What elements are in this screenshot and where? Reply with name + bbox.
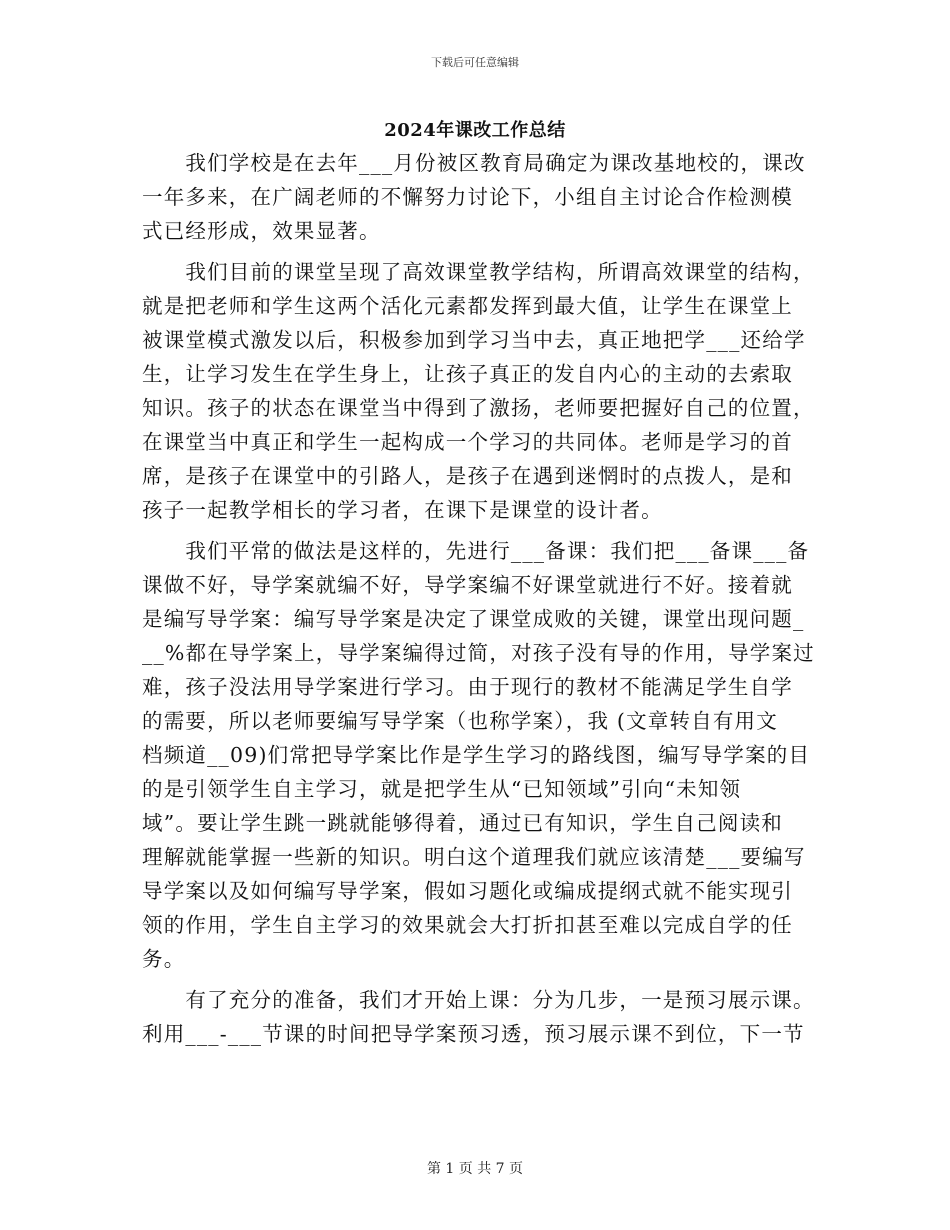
- text-line: 知识。孩子的状态在课堂当中得到了激扬，老师要把握好自己的位置，: [142, 396, 815, 420]
- text-line: 理解就能掌握一些新的知识。明白这个道理我们就应该清楚___要编写: [142, 845, 806, 869]
- text-line: 课做不好，导学案就编不好，导学案编不好课堂就进行不好。接着就: [142, 573, 793, 597]
- text-line: 导学案以及如何编写导学案，假如习题化或编成提纲式就不能实现引: [142, 879, 793, 903]
- text-line: 领的作用，学生自主学习的效果就会大打折扣甚至难以完成自学的任: [142, 913, 793, 937]
- text-line: 就是把老师和学生这两个活化元素都发挥到最大值，让学生在课堂上: [142, 294, 793, 318]
- text-line: 孩子一起教学相长的学习者，在课下是课堂的设计者。: [142, 498, 663, 522]
- text-line: 的是引领学生自主学习，就是把学生从“已知领域”引向“未知领: [142, 777, 742, 801]
- paragraph-1: [142, 146, 808, 248]
- text-line: 我们平常的做法是这样的，先进行___备课：我们把___备课___备: [142, 539, 810, 563]
- text-line: 我们目前的课堂呈现了高效课堂教学结构，所谓高效课堂的结构，: [142, 260, 815, 284]
- text-line: 生，让学习发生在学生身上，让孩子真正的发自内心的主动的去索取: [142, 362, 793, 386]
- paragraph-2: [142, 255, 815, 527]
- text-line: 难，孩子没法用导学案进行学习。由于现行的教材不能满足学生自学: [142, 675, 793, 699]
- text-line: 利用___-___节课的时间把导学案预习透，预习展示课不到位，下一节: [142, 1022, 805, 1046]
- text-line: 在课堂当中真正和学生一起构成一个学习的共同体。老师是学习的首: [142, 430, 793, 454]
- text-line: 被课堂模式激发以后，积极参加到学习当中去，真正地把学___还给学: [142, 328, 806, 352]
- document-title: 2024年课改工作总结: [384, 120, 566, 141]
- text-line: 是编写导学案：编写导学案是决定了课堂成败的关键，课堂出现问题_: [142, 607, 805, 631]
- text-line: 有了充分的准备，我们才开始上课：分为几步，一是预习展示课。: [142, 988, 815, 1012]
- text-line: 务。: [142, 947, 186, 971]
- text-line: 的需要，所以老师要编写导学案（也称学案），我 (文章转自有用文: [142, 709, 778, 733]
- text-line: __%都在导学案上，导学案编得过简，对孩子没有导的作用，导学案过: [142, 641, 815, 665]
- text-line: 席，是孩子在课堂中的引路人，是孩子在遇到迷惘时的点拨人，是和: [142, 464, 793, 488]
- text-line: 式已经形成，效果显著。: [142, 219, 381, 243]
- text-line: 一年多来，在广阔老师的不懈努力讨论下，小组自主讨论合作检测模: [142, 185, 793, 209]
- paragraph-3: [142, 534, 815, 976]
- document-body: [142, 146, 815, 1051]
- page-number: 第 1 页 共 7 页: [426, 1161, 524, 1177]
- paragraph-4: [142, 983, 815, 1051]
- page-header-note: 下载后可任意编辑: [431, 56, 519, 69]
- text-line: 档频道__09)们常把导学案比作是学生学习的路线图，编写导学案的目: [142, 743, 811, 767]
- text-line: 域”。要让学生跳一跳就能够得着，通过已有知识，学生自己阅读和: [142, 811, 783, 835]
- text-line: 我们学校是在去年___月份被区教育局确定为课改基地校的，课改: [142, 151, 806, 175]
